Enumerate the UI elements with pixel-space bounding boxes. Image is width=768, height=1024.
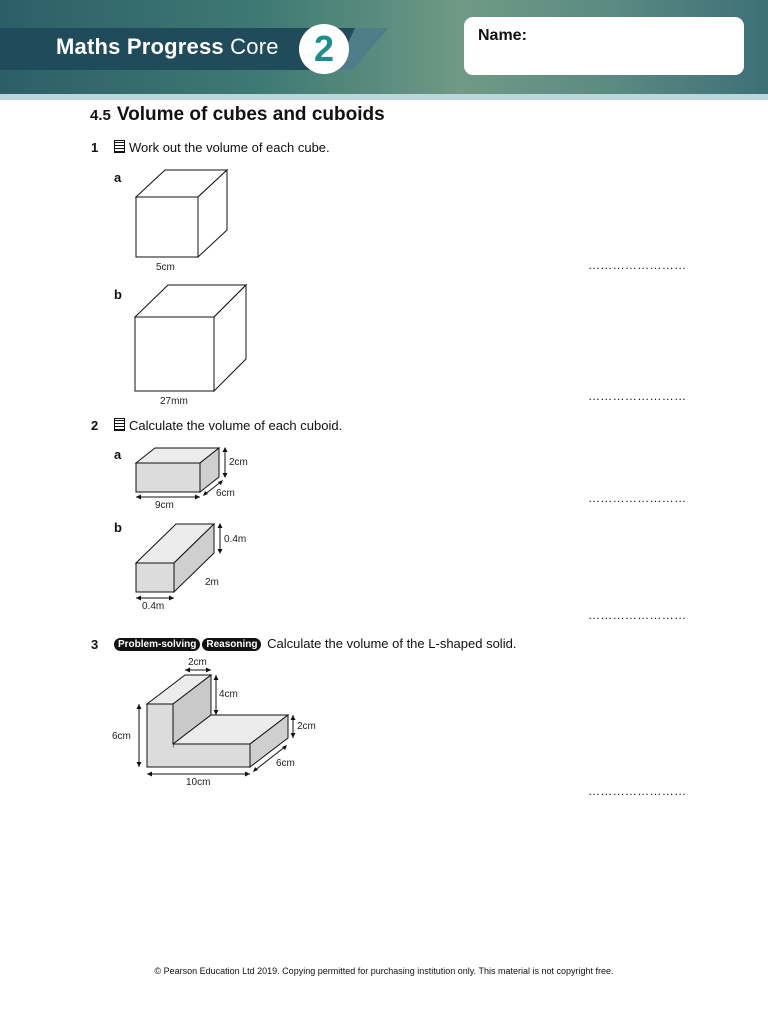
q2a-depth: 6cm — [216, 488, 235, 499]
section-title — [90, 104, 385, 126]
calculator-icon — [114, 140, 125, 153]
q1a-cube-figure — [130, 168, 240, 278]
q2a-cuboid-figure — [130, 445, 270, 515]
q3-answer-line[interactable]: …………………… — [588, 784, 687, 798]
q3-top-width: 2cm — [188, 657, 207, 668]
q2a-label: a — [114, 447, 122, 462]
q2-instruction: Calculate the volume of each cuboid. — [129, 418, 343, 433]
series-title-bold: Maths Progress — [56, 34, 224, 59]
q1b-label: b — [114, 287, 122, 302]
calculator-icon — [114, 418, 125, 431]
q2-text — [114, 418, 342, 433]
q1b-cube-figure — [130, 283, 260, 413]
q3-upper-height: 4cm — [219, 689, 238, 700]
q2b-width: 0.4m — [142, 601, 165, 612]
q3-length: 10cm — [186, 777, 211, 788]
level-badge: 2 — [299, 24, 349, 74]
q3-l-shape-figure — [110, 654, 330, 794]
reasoning-tag: Reasoning — [202, 638, 261, 651]
section-number: 4.5 — [90, 107, 111, 124]
q1b-dim: 27mm — [160, 396, 188, 407]
series-title — [56, 34, 279, 60]
name-field[interactable] — [464, 17, 744, 75]
q1a-dim: 5cm — [156, 262, 175, 273]
q1-text — [114, 140, 330, 155]
q2b-height: 0.4m — [224, 534, 247, 545]
copyright-footer: © Pearson Education Ltd 2019. Copying permitted for purchasing institution only. This material is not copyright free. — [154, 966, 614, 976]
q2a-height: 2cm — [229, 457, 248, 468]
q3-depth: 6cm — [276, 758, 295, 769]
q2a-answer-line[interactable]: …………………… — [588, 491, 687, 505]
q3-text — [114, 636, 516, 651]
q3-total-height: 6cm — [112, 731, 131, 742]
q2b-label: b — [114, 520, 122, 535]
q1a-label: a — [114, 170, 122, 185]
q2a-length: 9cm — [155, 500, 174, 511]
q3-number: 3 — [91, 637, 99, 652]
name-label: Name: — [478, 27, 527, 44]
q1a-answer-line[interactable]: …………………… — [588, 258, 687, 272]
q1-instruction: Work out the volume of each cube. — [129, 140, 330, 155]
header-strip — [0, 94, 768, 100]
q2b-depth: 2m — [205, 577, 219, 588]
q3-instruction: Calculate the volume of the L-shaped solid. — [267, 636, 517, 651]
q1b-answer-line[interactable]: …………………… — [588, 389, 687, 403]
q3-step-height: 2cm — [297, 721, 316, 732]
q1-number: 1 — [91, 140, 99, 155]
problem-solving-tag: Problem-solving — [114, 638, 200, 651]
q2b-cuboid-figure — [130, 520, 270, 620]
q2b-answer-line[interactable]: …………………… — [588, 608, 687, 622]
series-title-light: Core — [230, 34, 279, 59]
section-heading: Volume of cubes and cuboids — [116, 104, 385, 125]
q2-number: 2 — [91, 418, 99, 433]
